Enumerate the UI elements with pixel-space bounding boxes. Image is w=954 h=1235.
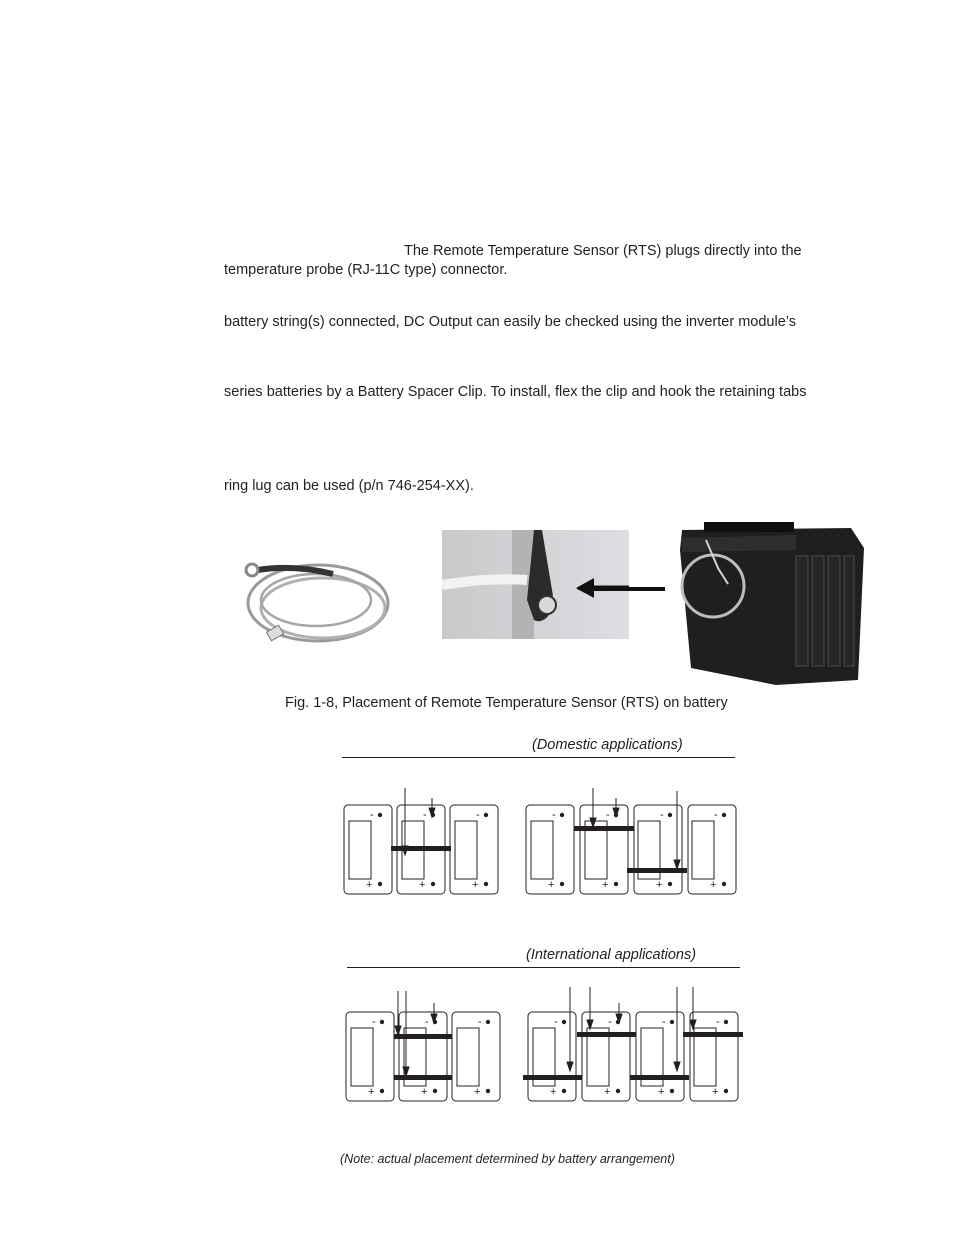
battery-cell-window xyxy=(641,1028,663,1086)
pos-label: + xyxy=(474,1086,481,1098)
pointer-arrow-icon xyxy=(575,578,670,600)
pos-label: + xyxy=(656,879,663,891)
battery-cell-window xyxy=(455,821,477,879)
body-text-line-5: ring lug can be used (p/n 746-254-XX). xyxy=(224,478,474,494)
battery-photo xyxy=(676,520,866,685)
battery-cell xyxy=(690,1012,738,1101)
pos-label: + xyxy=(658,1086,665,1098)
battery-cell xyxy=(344,805,392,894)
neg-label: - xyxy=(476,809,480,821)
battery-cell-window xyxy=(351,1028,373,1086)
battery-cell-window xyxy=(585,821,607,879)
domestic-rule xyxy=(342,757,735,758)
battery-cell xyxy=(580,805,628,894)
neg-label: - xyxy=(552,809,556,821)
pos-label: + xyxy=(548,879,555,891)
rts-cable-photo xyxy=(238,548,398,658)
battery-cell xyxy=(452,1012,500,1101)
battery-cell-window xyxy=(638,821,660,879)
neg-label: - xyxy=(425,1016,429,1028)
battery-cell xyxy=(636,1012,684,1101)
battery-cell xyxy=(688,805,736,894)
body-text-line-4: series batteries by a Battery Spacer Clip. To install, flex the clip and hook the retaining tabs xyxy=(224,384,807,400)
international-heading: (International applications) xyxy=(526,947,697,963)
neg-label: - xyxy=(660,809,664,821)
neg-label: - xyxy=(714,809,718,821)
neg-label: - xyxy=(370,809,374,821)
battery-cell-window xyxy=(692,821,714,879)
battery-cell-window xyxy=(402,821,424,879)
neg-label: - xyxy=(716,1016,720,1028)
battery-cell-window xyxy=(349,821,371,879)
battery-cell xyxy=(399,1012,447,1101)
battery-cell xyxy=(526,805,574,894)
neg-label: - xyxy=(608,1016,612,1028)
pos-label: + xyxy=(710,879,717,891)
pos-label: + xyxy=(419,879,426,891)
battery-cell xyxy=(582,1012,630,1101)
pos-label: + xyxy=(712,1086,719,1098)
neg-label: - xyxy=(372,1016,376,1028)
battery-cell-window xyxy=(533,1028,555,1086)
pos-label: + xyxy=(602,879,609,891)
body-text-line-2: temperature probe (RJ-11C type) connector. xyxy=(224,262,508,278)
body-text-line-1: The Remote Temperature Sensor (RTS) plugs directly into the xyxy=(404,243,802,259)
neg-label: - xyxy=(554,1016,558,1028)
battery-cell-window xyxy=(694,1028,716,1086)
neg-label: - xyxy=(662,1016,666,1028)
battery-cell xyxy=(634,805,682,894)
neg-label: - xyxy=(606,809,610,821)
pos-label: + xyxy=(366,879,373,891)
battery-cell xyxy=(528,1012,576,1101)
international-rule xyxy=(347,967,740,968)
battery-cell-window xyxy=(404,1028,426,1086)
neg-label: - xyxy=(478,1016,482,1028)
pos-label: + xyxy=(550,1086,557,1098)
battery-cell xyxy=(346,1012,394,1101)
pos-label: + xyxy=(368,1086,375,1098)
battery-cell-window xyxy=(457,1028,479,1086)
battery-cell-window xyxy=(531,821,553,879)
pos-label: + xyxy=(604,1086,611,1098)
pos-label: + xyxy=(472,879,479,891)
domestic-heading: (Domestic applications) xyxy=(532,737,683,753)
battery-cell xyxy=(450,805,498,894)
neg-label: - xyxy=(423,809,427,821)
battery-cell-window xyxy=(587,1028,609,1086)
battery-cell xyxy=(397,805,445,894)
body-text-line-3: battery string(s) connected, DC Output can easily be checked using the inverter module’s xyxy=(224,314,796,330)
figure-caption: Fig. 1-8, Placement of Remote Temperature Sensor (RTS) on battery xyxy=(285,695,728,711)
placement-note: (Note: actual placement determined by battery arrangement) xyxy=(340,1152,675,1166)
pos-label: + xyxy=(421,1086,428,1098)
